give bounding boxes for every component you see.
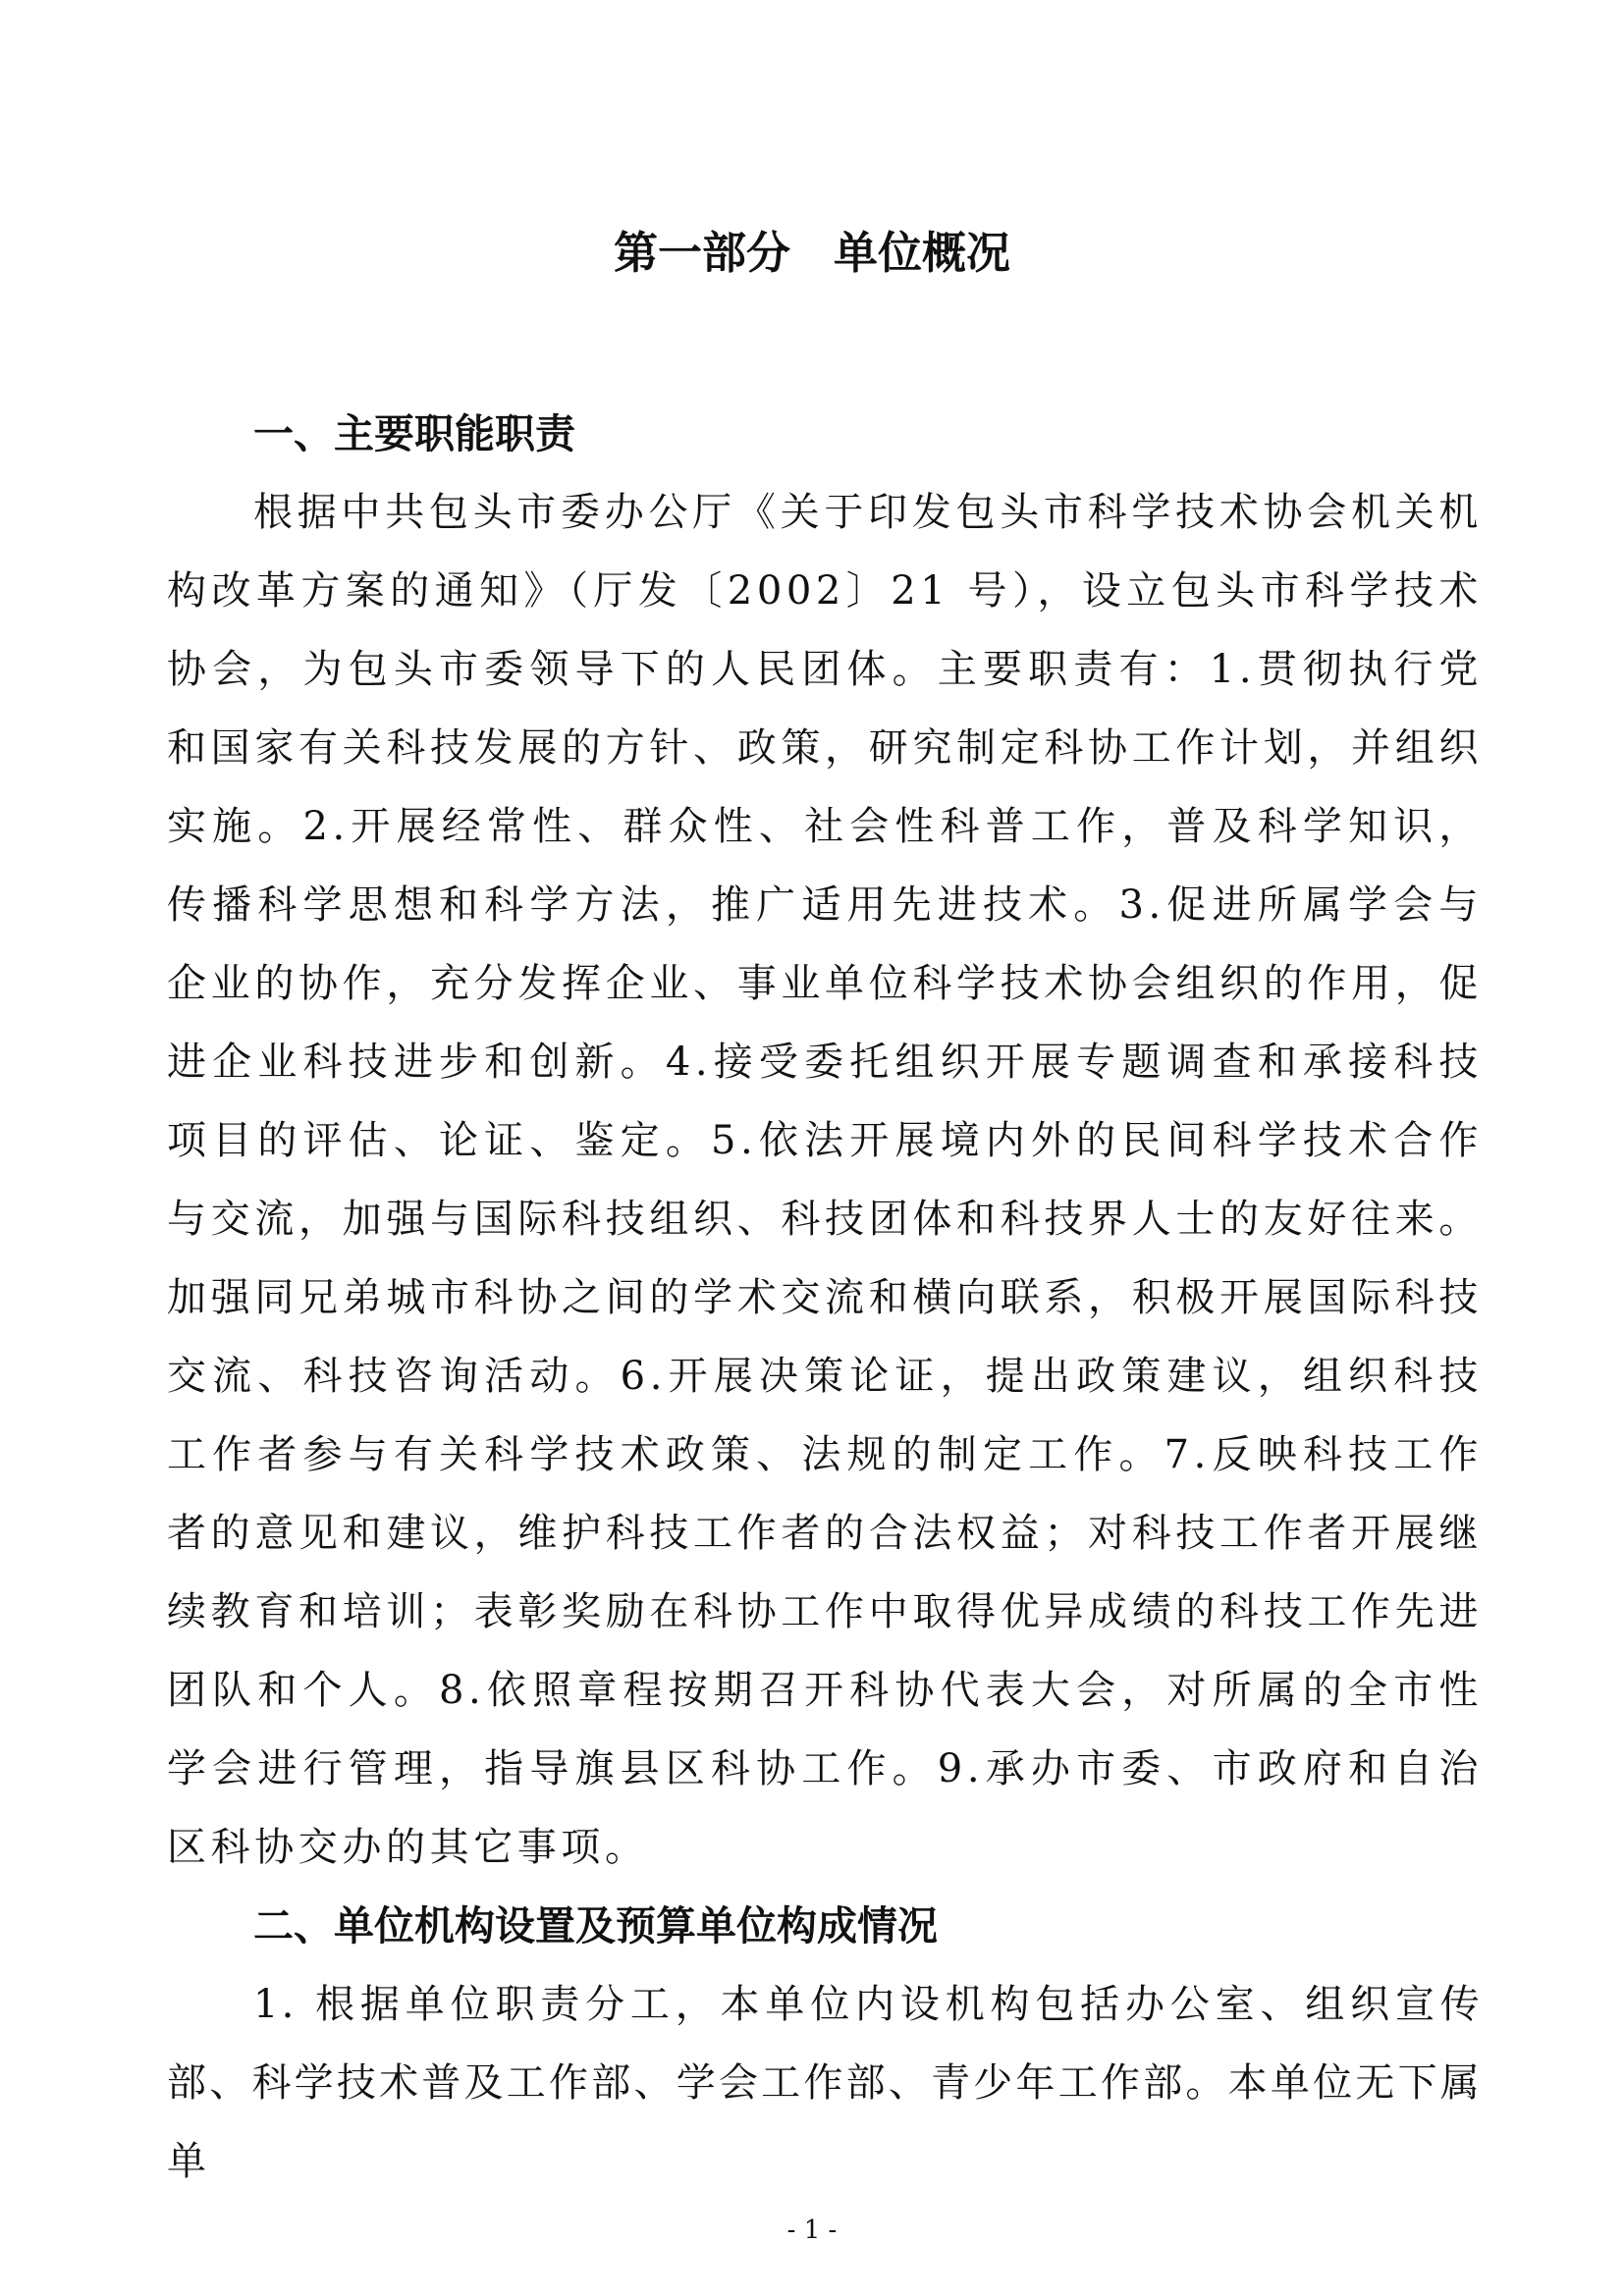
section-heading-duties: 一、主要职能职责 xyxy=(253,410,575,457)
page-number: - 1 - xyxy=(786,2216,838,2245)
document-body xyxy=(167,395,1483,2201)
title-part: 第一部分 xyxy=(613,227,790,279)
page-title xyxy=(0,224,1624,283)
section-heading-structure: 二、单位机构设置及预算单位构成情况 xyxy=(253,1902,938,1949)
section-paragraph-structure: 1. 根据单位职责分工，本单位内设机构包括办公室、组织宣传部、科学技术普及工作部、学会工作部、青少年工作部。本单位无下属单 xyxy=(167,1982,1483,2184)
section-paragraph-duties: 根据中共包头市委办公厅《关于印发包头市科学技术协会机关机构改革方案的通知》（厅发〔2002〕21 号），设立包头市科学技术协会，为包头市委领导下的人民团体。主要职责有：1.贯彻执行党和国家有关科技发展的方针、政策，研究制定科协工作计划，并组织实施。2.开展经常性、群众性、社会性科普工作，普及科学知识，传播科学思想和科学方法，推广适用先进技术。3.促进所属学会与企业的协作，充分发挥企业、事业单位科学技术协会组织的作用，促进企业科技进步和创新。4.接受委托组织开展专题调查和承接科技项目的评估、论证、鉴定。5.依法开展境内外的民间科学技术合作与交流，加强与国际科技组织、科技团体和科技界人士的友好往来。加强同兄弟城市科协之间的学术交流和横向联系，积极开展国际科技交流、科技咨询活动。6.开展决策论证，提出政策建议，组织科技工作者参与有关科学技术政策、法规的制定工作。7.反映科技工作者的意见和建议，维护科技工作者的合法权益；对科技工作者开展继续教育和培训；表彰奖励在科协工作中取得优异成绩的科技工作先进团队和个人。8.依照章程按期召开科协代表大会，对所属的全市性学会进行管理，指导旗县区科协工作。9.承办市委、市政府和自治区科协交办的其它事项。 xyxy=(167,490,1483,1870)
title-name: 单位概况 xyxy=(834,227,1011,279)
